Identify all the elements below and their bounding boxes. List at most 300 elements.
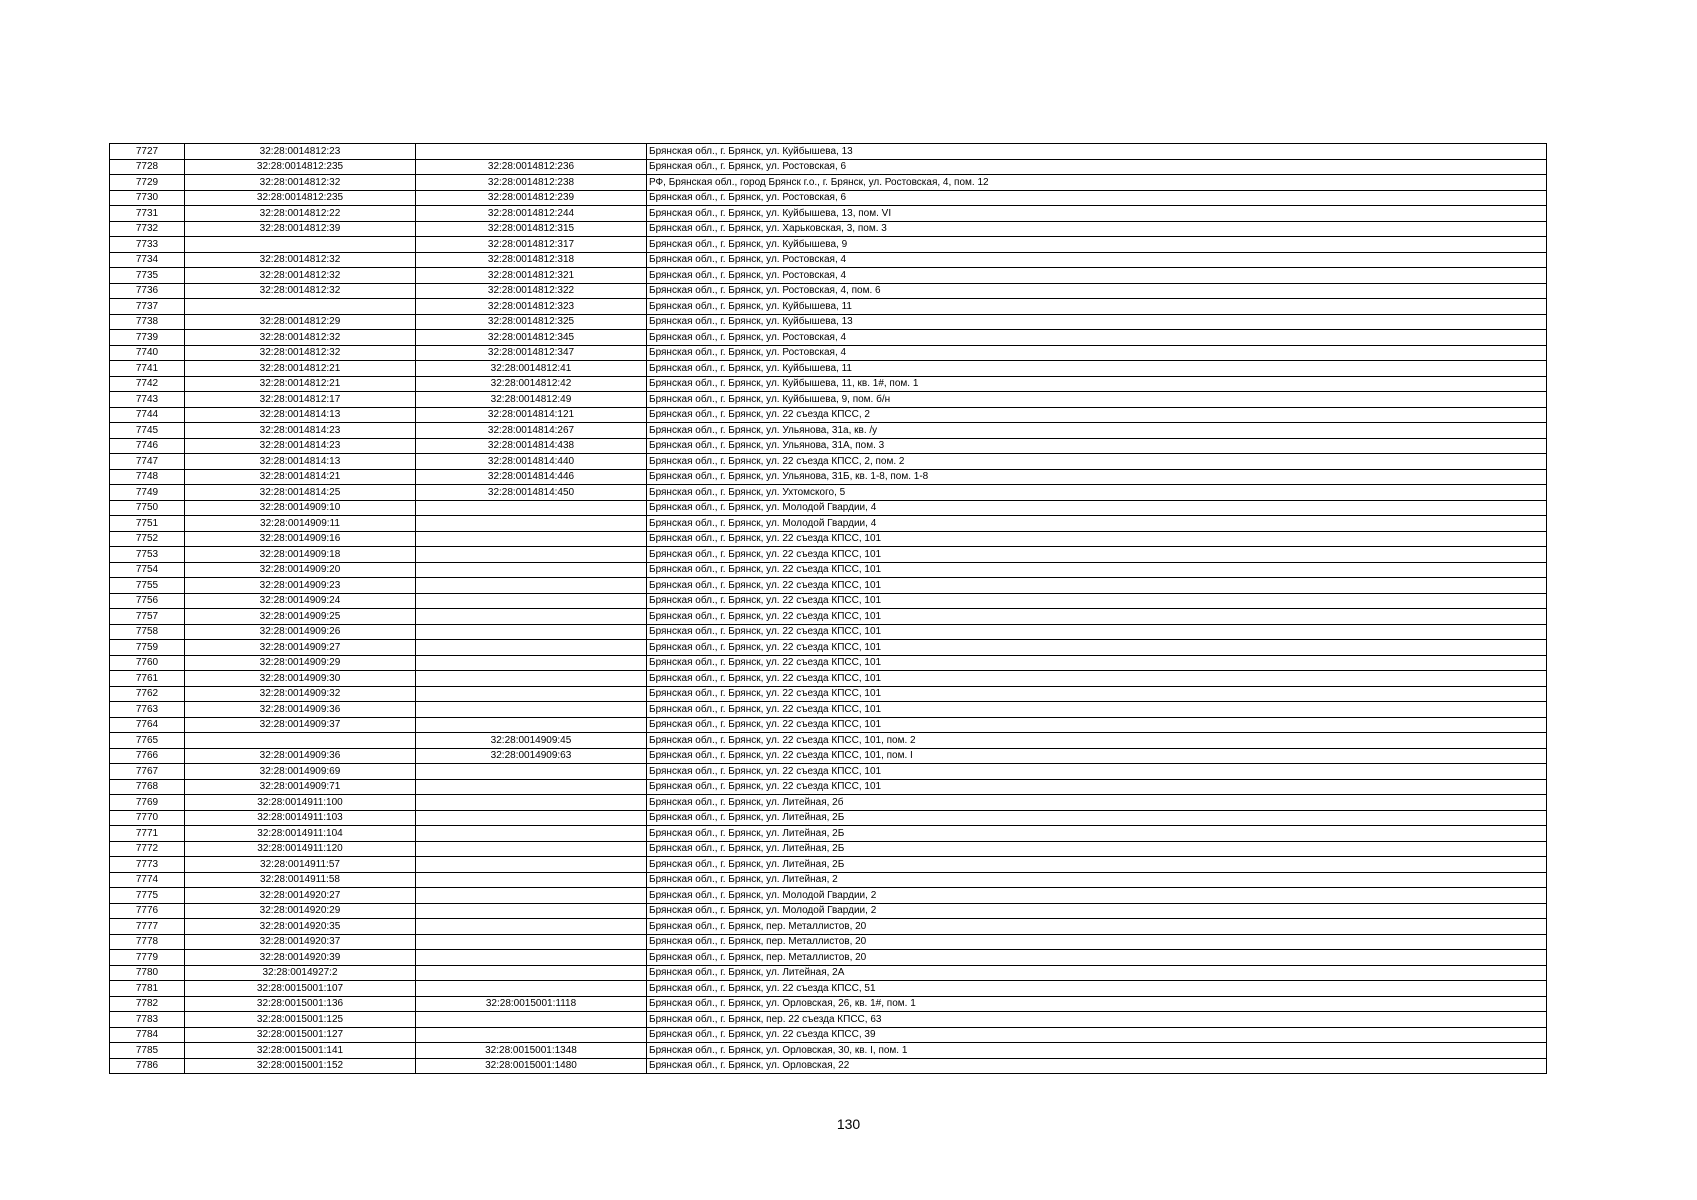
- address-cell: Брянская обл., г. Брянск, ул. Молодой Гвардии, 2: [647, 888, 1547, 904]
- table-row: [110, 221, 1547, 237]
- parent-cadastral-number-cell: 32:28:0014909:16: [185, 531, 416, 547]
- registry-table: [109, 143, 1547, 1074]
- address-cell: Брянская обл., г. Брянск, ул. Куйбышева, 13: [647, 144, 1547, 160]
- table-row: [110, 283, 1547, 299]
- address-cell: Брянская обл., г. Брянск, ул. Ростовская, 4: [647, 345, 1547, 361]
- table-row: [110, 438, 1547, 454]
- cadastral-number-cell: [416, 857, 647, 873]
- parent-cadastral-number-cell: 32:28:0014909:10: [185, 500, 416, 516]
- table-row: [110, 841, 1547, 857]
- row-number-cell: 7786: [110, 1058, 185, 1074]
- cadastral-number-cell: [416, 950, 647, 966]
- address-cell: Брянская обл., г. Брянск, ул. Литейная, 2Б: [647, 841, 1547, 857]
- table-row: [110, 702, 1547, 718]
- address-cell: Брянская обл., г. Брянск, ул. Куйбышева, 11: [647, 361, 1547, 377]
- parent-cadastral-number-cell: 32:28:0014909:69: [185, 764, 416, 780]
- address-cell: Брянская обл., г. Брянск, ул. Литейная, 2Б: [647, 826, 1547, 842]
- cadastral-number-cell: [416, 640, 647, 656]
- cadastral-number-cell: 32:28:0014814:121: [416, 407, 647, 423]
- cadastral-number-cell: [416, 903, 647, 919]
- row-number-cell: 7749: [110, 485, 185, 501]
- cadastral-number-cell: 32:28:0014812:345: [416, 330, 647, 346]
- row-number-cell: 7761: [110, 671, 185, 687]
- parent-cadastral-number-cell: 32:28:0014909:29: [185, 655, 416, 671]
- cadastral-number-cell: [416, 872, 647, 888]
- address-cell: Брянская обл., г. Брянск, ул. Куйбышева, 13, пом. VI: [647, 206, 1547, 222]
- cadastral-number-cell: 32:28:0014812:42: [416, 376, 647, 392]
- parent-cadastral-number-cell: 32:28:0014911:57: [185, 857, 416, 873]
- row-number-cell: 7741: [110, 361, 185, 377]
- address-cell: Брянская обл., г. Брянск, пер. Металлистов, 20: [647, 950, 1547, 966]
- address-cell: Брянская обл., г. Брянск, ул. Литейная, 2Б: [647, 810, 1547, 826]
- address-cell: Брянская обл., г. Брянск, ул. Куйбышева, 9, пом. б/н: [647, 392, 1547, 408]
- parent-cadastral-number-cell: 32:28:0014920:27: [185, 888, 416, 904]
- cadastral-number-cell: [416, 531, 647, 547]
- address-cell: Брянская обл., г. Брянск, ул. Молодой Гвардии, 4: [647, 500, 1547, 516]
- address-cell: Брянская обл., г. Брянск, ул. 22 съезда КПСС, 51: [647, 981, 1547, 997]
- row-number-cell: 7780: [110, 965, 185, 981]
- cadastral-number-cell: 32:28:0014812:322: [416, 283, 647, 299]
- parent-cadastral-number-cell: 32:28:0014911:100: [185, 795, 416, 811]
- cadastral-number-cell: 32:28:0015001:1348: [416, 1043, 647, 1059]
- table-row: [110, 1027, 1547, 1043]
- parent-cadastral-number-cell: 32:28:0014909:36: [185, 702, 416, 718]
- table-row: [110, 423, 1547, 439]
- address-cell: Брянская обл., г. Брянск, ул. Куйбышева, 9: [647, 237, 1547, 253]
- table-row: [110, 407, 1547, 423]
- table-row: [110, 965, 1547, 981]
- parent-cadastral-number-cell: 32:28:0014812:22: [185, 206, 416, 222]
- table-row: [110, 345, 1547, 361]
- row-number-cell: 7772: [110, 841, 185, 857]
- cadastral-number-cell: [416, 702, 647, 718]
- parent-cadastral-number-cell: 32:28:0014814:23: [185, 438, 416, 454]
- address-cell: Брянская обл., г. Брянск, ул. Харьковская, 3, пом. 3: [647, 221, 1547, 237]
- table-row: [110, 671, 1547, 687]
- row-number-cell: 7744: [110, 407, 185, 423]
- parent-cadastral-number-cell: 32:28:0014812:21: [185, 376, 416, 392]
- table-row: [110, 655, 1547, 671]
- parent-cadastral-number-cell: 32:28:0014909:71: [185, 779, 416, 795]
- parent-cadastral-number-cell: 32:28:0014909:18: [185, 547, 416, 563]
- cadastral-number-cell: 32:28:0015001:1118: [416, 996, 647, 1012]
- row-number-cell: 7727: [110, 144, 185, 160]
- table-row: [110, 779, 1547, 795]
- row-number-cell: 7764: [110, 717, 185, 733]
- address-cell: Брянская обл., г. Брянск, ул. 22 съезда КПСС, 101, пом. 2: [647, 733, 1547, 749]
- row-number-cell: 7738: [110, 314, 185, 330]
- parent-cadastral-number-cell: 32:28:0014909:26: [185, 624, 416, 640]
- parent-cadastral-number-cell: 32:28:0014812:32: [185, 252, 416, 268]
- address-cell: Брянская обл., г. Брянск, ул. Куйбышева, 11, кв. 1#, пом. 1: [647, 376, 1547, 392]
- table-row: [110, 981, 1547, 997]
- row-number-cell: 7783: [110, 1012, 185, 1028]
- row-number-cell: 7737: [110, 299, 185, 315]
- parent-cadastral-number-cell: 32:28:0014909:27: [185, 640, 416, 656]
- cadastral-number-cell: 32:28:0014812:239: [416, 190, 647, 206]
- cadastral-number-cell: [416, 888, 647, 904]
- table-row: [110, 810, 1547, 826]
- registry-table-body: [110, 144, 1547, 1074]
- parent-cadastral-number-cell: [185, 733, 416, 749]
- row-number-cell: 7742: [110, 376, 185, 392]
- table-row: [110, 826, 1547, 842]
- row-number-cell: 7754: [110, 562, 185, 578]
- address-cell: РФ, Брянская обл., город Брянск г.о., г. Брянск, ул. Ростовская, 4, пом. 12: [647, 175, 1547, 191]
- cadastral-number-cell: [416, 1012, 647, 1028]
- row-number-cell: 7769: [110, 795, 185, 811]
- table-row: [110, 144, 1547, 160]
- parent-cadastral-number-cell: 32:28:0014920:35: [185, 919, 416, 935]
- cadastral-number-cell: 32:28:0014812:321: [416, 268, 647, 284]
- row-number-cell: 7776: [110, 903, 185, 919]
- row-number-cell: 7784: [110, 1027, 185, 1043]
- cadastral-number-cell: [416, 686, 647, 702]
- row-number-cell: 7765: [110, 733, 185, 749]
- cadastral-number-cell: [416, 578, 647, 594]
- parent-cadastral-number-cell: 32:28:0014909:32: [185, 686, 416, 702]
- cadastral-number-cell: 32:28:0014812:347: [416, 345, 647, 361]
- address-cell: Брянская обл., г. Брянск, ул. Орловская, 30, кв. I, пом. 1: [647, 1043, 1547, 1059]
- table-row: [110, 872, 1547, 888]
- parent-cadastral-number-cell: 32:28:0014909:20: [185, 562, 416, 578]
- cadastral-number-cell: [416, 795, 647, 811]
- parent-cadastral-number-cell: 32:28:0014909:37: [185, 717, 416, 733]
- parent-cadastral-number-cell: 32:28:0015001:152: [185, 1058, 416, 1074]
- cadastral-number-cell: 32:28:0014909:45: [416, 733, 647, 749]
- table-row: [110, 640, 1547, 656]
- row-number-cell: 7774: [110, 872, 185, 888]
- table-row: [110, 485, 1547, 501]
- parent-cadastral-number-cell: 32:28:0014909:11: [185, 516, 416, 532]
- parent-cadastral-number-cell: 32:28:0014812:29: [185, 314, 416, 330]
- table-row: [110, 547, 1547, 563]
- parent-cadastral-number-cell: 32:28:0015001:136: [185, 996, 416, 1012]
- cadastral-number-cell: [416, 717, 647, 733]
- address-cell: Брянская обл., г. Брянск, ул. Литейная, 2Б: [647, 857, 1547, 873]
- table-row: [110, 252, 1547, 268]
- table-row: [110, 299, 1547, 315]
- row-number-cell: 7730: [110, 190, 185, 206]
- cadastral-number-cell: [416, 841, 647, 857]
- row-number-cell: 7767: [110, 764, 185, 780]
- address-cell: Брянская обл., г. Брянск, пер. Металлистов, 20: [647, 919, 1547, 935]
- address-cell: Брянская обл., г. Брянск, ул. Литейная, 2: [647, 872, 1547, 888]
- address-cell: Брянская обл., г. Брянск, ул. 22 съезда КПСС, 101: [647, 578, 1547, 594]
- cadastral-number-cell: 32:28:0014812:315: [416, 221, 647, 237]
- cadastral-number-cell: [416, 593, 647, 609]
- cadastral-number-cell: 32:28:0014814:440: [416, 454, 647, 470]
- address-cell: Брянская обл., г. Брянск, ул. 22 съезда КПСС, 2: [647, 407, 1547, 423]
- address-cell: Брянская обл., г. Брянск, ул. 22 съезда КПСС, 101: [647, 702, 1547, 718]
- cadastral-number-cell: [416, 609, 647, 625]
- page-number: 130: [836, 1116, 861, 1132]
- cadastral-number-cell: 32:28:0014814:446: [416, 469, 647, 485]
- cadastral-number-cell: [416, 516, 647, 532]
- cadastral-number-cell: 32:28:0014812:323: [416, 299, 647, 315]
- table-row: [110, 950, 1547, 966]
- parent-cadastral-number-cell: 32:28:0015001:141: [185, 1043, 416, 1059]
- parent-cadastral-number-cell: 32:28:0014812:39: [185, 221, 416, 237]
- cadastral-number-cell: [416, 934, 647, 950]
- table-row: [110, 237, 1547, 253]
- parent-cadastral-number-cell: 32:28:0014814:13: [185, 454, 416, 470]
- address-cell: Брянская обл., г. Брянск, ул. 22 съезда КПСС, 101, пом. I: [647, 748, 1547, 764]
- address-cell: Брянская обл., г. Брянск, ул. 22 съезда КПСС, 2, пом. 2: [647, 454, 1547, 470]
- row-number-cell: 7751: [110, 516, 185, 532]
- row-number-cell: 7757: [110, 609, 185, 625]
- cadastral-number-cell: 32:28:0014812:238: [416, 175, 647, 191]
- table-row: [110, 1012, 1547, 1028]
- address-cell: Брянская обл., г. Брянск, пер. Металлистов, 20: [647, 934, 1547, 950]
- cadastral-number-cell: 32:28:0014812:41: [416, 361, 647, 377]
- row-number-cell: 7760: [110, 655, 185, 671]
- parent-cadastral-number-cell: 32:28:0014812:32: [185, 330, 416, 346]
- address-cell: Брянская обл., г. Брянск, ул. 22 съезда КПСС, 101: [647, 593, 1547, 609]
- cadastral-number-cell: 32:28:0014812:49: [416, 392, 647, 408]
- table-row: [110, 1043, 1547, 1059]
- cadastral-number-cell: 32:28:0014909:63: [416, 748, 647, 764]
- parent-cadastral-number-cell: 32:28:0014909:23: [185, 578, 416, 594]
- parent-cadastral-number-cell: 32:28:0014812:32: [185, 175, 416, 191]
- row-number-cell: 7752: [110, 531, 185, 547]
- address-cell: Брянская обл., г. Брянск, ул. 22 съезда КПСС, 101: [647, 764, 1547, 780]
- table-row: [110, 1058, 1547, 1074]
- table-row: [110, 454, 1547, 470]
- parent-cadastral-number-cell: 32:28:0014920:39: [185, 950, 416, 966]
- address-cell: Брянская обл., г. Брянск, ул. Ухтомского, 5: [647, 485, 1547, 501]
- parent-cadastral-number-cell: 32:28:0014909:30: [185, 671, 416, 687]
- address-cell: Брянская обл., г. Брянск, ул. 22 съезда КПСС, 101: [647, 779, 1547, 795]
- row-number-cell: 7759: [110, 640, 185, 656]
- address-cell: Брянская обл., г. Брянск, ул. Орловская, 22: [647, 1058, 1547, 1074]
- address-cell: Брянская обл., г. Брянск, ул. Молодой Гвардии, 4: [647, 516, 1547, 532]
- address-cell: Брянская обл., г. Брянск, пер. 22 съезда КПСС, 63: [647, 1012, 1547, 1028]
- cadastral-number-cell: [416, 981, 647, 997]
- row-number-cell: 7779: [110, 950, 185, 966]
- table-row: [110, 361, 1547, 377]
- parent-cadastral-number-cell: 32:28:0015001:125: [185, 1012, 416, 1028]
- table-row: [110, 919, 1547, 935]
- cadastral-number-cell: [416, 764, 647, 780]
- address-cell: Брянская обл., г. Брянск, ул. 22 съезда КПСС, 101: [647, 640, 1547, 656]
- table-row: [110, 578, 1547, 594]
- cadastral-number-cell: 32:28:0015001:1480: [416, 1058, 647, 1074]
- row-number-cell: 7740: [110, 345, 185, 361]
- row-number-cell: 7768: [110, 779, 185, 795]
- table-row: [110, 686, 1547, 702]
- parent-cadastral-number-cell: 32:28:0014814:21: [185, 469, 416, 485]
- address-cell: Брянская обл., г. Брянск, ул. 22 съезда КПСС, 101: [647, 609, 1547, 625]
- row-number-cell: 7731: [110, 206, 185, 222]
- address-cell: Брянская обл., г. Брянск, ул. 22 съезда КПСС, 101: [647, 562, 1547, 578]
- table-row: [110, 888, 1547, 904]
- address-cell: Брянская обл., г. Брянск, ул. Молодой Гвардии, 2: [647, 903, 1547, 919]
- row-number-cell: 7763: [110, 702, 185, 718]
- table-row: [110, 330, 1547, 346]
- table-row: [110, 717, 1547, 733]
- address-cell: Брянская обл., г. Брянск, ул. Орловская, 26, кв. 1#, пом. 1: [647, 996, 1547, 1012]
- parent-cadastral-number-cell: 32:28:0014812:32: [185, 283, 416, 299]
- cadastral-number-cell: [416, 779, 647, 795]
- table-row: [110, 469, 1547, 485]
- parent-cadastral-number-cell: 32:28:0014812:32: [185, 268, 416, 284]
- row-number-cell: 7729: [110, 175, 185, 191]
- row-number-cell: 7762: [110, 686, 185, 702]
- address-cell: Брянская обл., г. Брянск, ул. 22 съезда КПСС, 101: [647, 531, 1547, 547]
- cadastral-number-cell: 32:28:0014812:318: [416, 252, 647, 268]
- parent-cadastral-number-cell: 32:28:0015001:127: [185, 1027, 416, 1043]
- parent-cadastral-number-cell: 32:28:0014812:21: [185, 361, 416, 377]
- address-cell: Брянская обл., г. Брянск, ул. Ульянова, 31Б, кв. 1-8, пом. 1-8: [647, 469, 1547, 485]
- row-number-cell: 7736: [110, 283, 185, 299]
- row-number-cell: 7750: [110, 500, 185, 516]
- cadastral-number-cell: [416, 810, 647, 826]
- address-cell: Брянская обл., г. Брянск, ул. 22 съезда КПСС, 101: [647, 686, 1547, 702]
- parent-cadastral-number-cell: 32:28:0014909:24: [185, 593, 416, 609]
- table-row: [110, 392, 1547, 408]
- row-number-cell: 7755: [110, 578, 185, 594]
- table-row: [110, 934, 1547, 950]
- parent-cadastral-number-cell: 32:28:0014920:37: [185, 934, 416, 950]
- row-number-cell: 7785: [110, 1043, 185, 1059]
- row-number-cell: 7733: [110, 237, 185, 253]
- cadastral-number-cell: [416, 1027, 647, 1043]
- parent-cadastral-number-cell: 32:28:0014812:235: [185, 190, 416, 206]
- row-number-cell: 7732: [110, 221, 185, 237]
- row-number-cell: 7766: [110, 748, 185, 764]
- row-number-cell: 7734: [110, 252, 185, 268]
- table-row: [110, 593, 1547, 609]
- parent-cadastral-number-cell: 32:28:0014909:25: [185, 609, 416, 625]
- address-cell: Брянская обл., г. Брянск, ул. Ростовская, 4: [647, 252, 1547, 268]
- table-row: [110, 516, 1547, 532]
- address-cell: Брянская обл., г. Брянск, ул. 22 съезда КПСС, 101: [647, 717, 1547, 733]
- row-number-cell: 7771: [110, 826, 185, 842]
- cadastral-number-cell: 32:28:0014812:244: [416, 206, 647, 222]
- row-number-cell: 7775: [110, 888, 185, 904]
- row-number-cell: 7778: [110, 934, 185, 950]
- parent-cadastral-number-cell: 32:28:0014814:23: [185, 423, 416, 439]
- address-cell: Брянская обл., г. Брянск, ул. Ростовская, 4: [647, 268, 1547, 284]
- parent-cadastral-number-cell: 32:28:0014911:104: [185, 826, 416, 842]
- cadastral-number-cell: [416, 965, 647, 981]
- cadastral-number-cell: [416, 547, 647, 563]
- parent-cadastral-number-cell: 32:28:0014920:29: [185, 903, 416, 919]
- parent-cadastral-number-cell: 32:28:0014812:17: [185, 392, 416, 408]
- row-number-cell: 7745: [110, 423, 185, 439]
- table-row: [110, 175, 1547, 191]
- parent-cadastral-number-cell: 32:28:0014911:58: [185, 872, 416, 888]
- row-number-cell: 7777: [110, 919, 185, 935]
- cadastral-number-cell: 32:28:0014814:267: [416, 423, 647, 439]
- row-number-cell: 7739: [110, 330, 185, 346]
- cadastral-number-cell: [416, 562, 647, 578]
- row-number-cell: 7773: [110, 857, 185, 873]
- parent-cadastral-number-cell: 32:28:0014909:36: [185, 748, 416, 764]
- row-number-cell: 7770: [110, 810, 185, 826]
- cadastral-number-cell: [416, 500, 647, 516]
- address-cell: Брянская обл., г. Брянск, ул. Ульянова, 31А, пом. 3: [647, 438, 1547, 454]
- row-number-cell: 7728: [110, 159, 185, 175]
- row-number-cell: 7758: [110, 624, 185, 640]
- address-cell: Брянская обл., г. Брянск, ул. Ульянова, 31а, кв. /у: [647, 423, 1547, 439]
- address-cell: Брянская обл., г. Брянск, ул. Ростовская, 6: [647, 159, 1547, 175]
- parent-cadastral-number-cell: 32:28:0015001:107: [185, 981, 416, 997]
- table-row: [110, 733, 1547, 749]
- table-row: [110, 268, 1547, 284]
- table-row: [110, 624, 1547, 640]
- cadastral-number-cell: [416, 624, 647, 640]
- parent-cadastral-number-cell: [185, 299, 416, 315]
- row-number-cell: 7747: [110, 454, 185, 470]
- cadastral-number-cell: 32:28:0014814:450: [416, 485, 647, 501]
- parent-cadastral-number-cell: 32:28:0014911:103: [185, 810, 416, 826]
- address-cell: Брянская обл., г. Брянск, ул. Ростовская, 4, пом. 6: [647, 283, 1547, 299]
- address-cell: Брянская обл., г. Брянск, ул. Ростовская, 4: [647, 330, 1547, 346]
- address-cell: Брянская обл., г. Брянск, ул. Куйбышева, 13: [647, 314, 1547, 330]
- table-row: [110, 748, 1547, 764]
- cadastral-number-cell: [416, 671, 647, 687]
- table-row: [110, 531, 1547, 547]
- cadastral-number-cell: 32:28:0014812:325: [416, 314, 647, 330]
- table-row: [110, 206, 1547, 222]
- row-number-cell: 7756: [110, 593, 185, 609]
- cadastral-number-cell: 32:28:0014812:317: [416, 237, 647, 253]
- cadastral-number-cell: [416, 144, 647, 160]
- cadastral-number-cell: [416, 826, 647, 842]
- table-row: [110, 609, 1547, 625]
- parent-cadastral-number-cell: [185, 237, 416, 253]
- table-row: [110, 500, 1547, 516]
- row-number-cell: 7746: [110, 438, 185, 454]
- table-row: [110, 190, 1547, 206]
- table-row: [110, 764, 1547, 780]
- table-row: [110, 996, 1547, 1012]
- cadastral-number-cell: 32:28:0014812:236: [416, 159, 647, 175]
- address-cell: Брянская обл., г. Брянск, ул. Ростовская, 6: [647, 190, 1547, 206]
- parent-cadastral-number-cell: 32:28:0014812:32: [185, 345, 416, 361]
- address-cell: Брянская обл., г. Брянск, ул. 22 съезда КПСС, 101: [647, 671, 1547, 687]
- cadastral-number-cell: [416, 655, 647, 671]
- row-number-cell: 7748: [110, 469, 185, 485]
- table-row: [110, 159, 1547, 175]
- cadastral-number-cell: 32:28:0014814:438: [416, 438, 647, 454]
- table-row: [110, 795, 1547, 811]
- row-number-cell: 7753: [110, 547, 185, 563]
- parent-cadastral-number-cell: 32:28:0014812:235: [185, 159, 416, 175]
- table-row: [110, 903, 1547, 919]
- table-row: [110, 857, 1547, 873]
- address-cell: Брянская обл., г. Брянск, ул. 22 съезда КПСС, 101: [647, 624, 1547, 640]
- parent-cadastral-number-cell: 32:28:0014911:120: [185, 841, 416, 857]
- row-number-cell: 7781: [110, 981, 185, 997]
- address-cell: Брянская обл., г. Брянск, ул. Литейная, 2А: [647, 965, 1547, 981]
- row-number-cell: 7743: [110, 392, 185, 408]
- table-row: [110, 562, 1547, 578]
- table-row: [110, 314, 1547, 330]
- row-number-cell: 7782: [110, 996, 185, 1012]
- parent-cadastral-number-cell: 32:28:0014927:2: [185, 965, 416, 981]
- table-row: [110, 376, 1547, 392]
- parent-cadastral-number-cell: 32:28:0014814:25: [185, 485, 416, 501]
- address-cell: Брянская обл., г. Брянск, ул. Литейная, 2б: [647, 795, 1547, 811]
- parent-cadastral-number-cell: 32:28:0014814:13: [185, 407, 416, 423]
- address-cell: Брянская обл., г. Брянск, ул. 22 съезда КПСС, 39: [647, 1027, 1547, 1043]
- cadastral-number-cell: [416, 919, 647, 935]
- address-cell: Брянская обл., г. Брянск, ул. Куйбышева, 11: [647, 299, 1547, 315]
- parent-cadastral-number-cell: 32:28:0014812:23: [185, 144, 416, 160]
